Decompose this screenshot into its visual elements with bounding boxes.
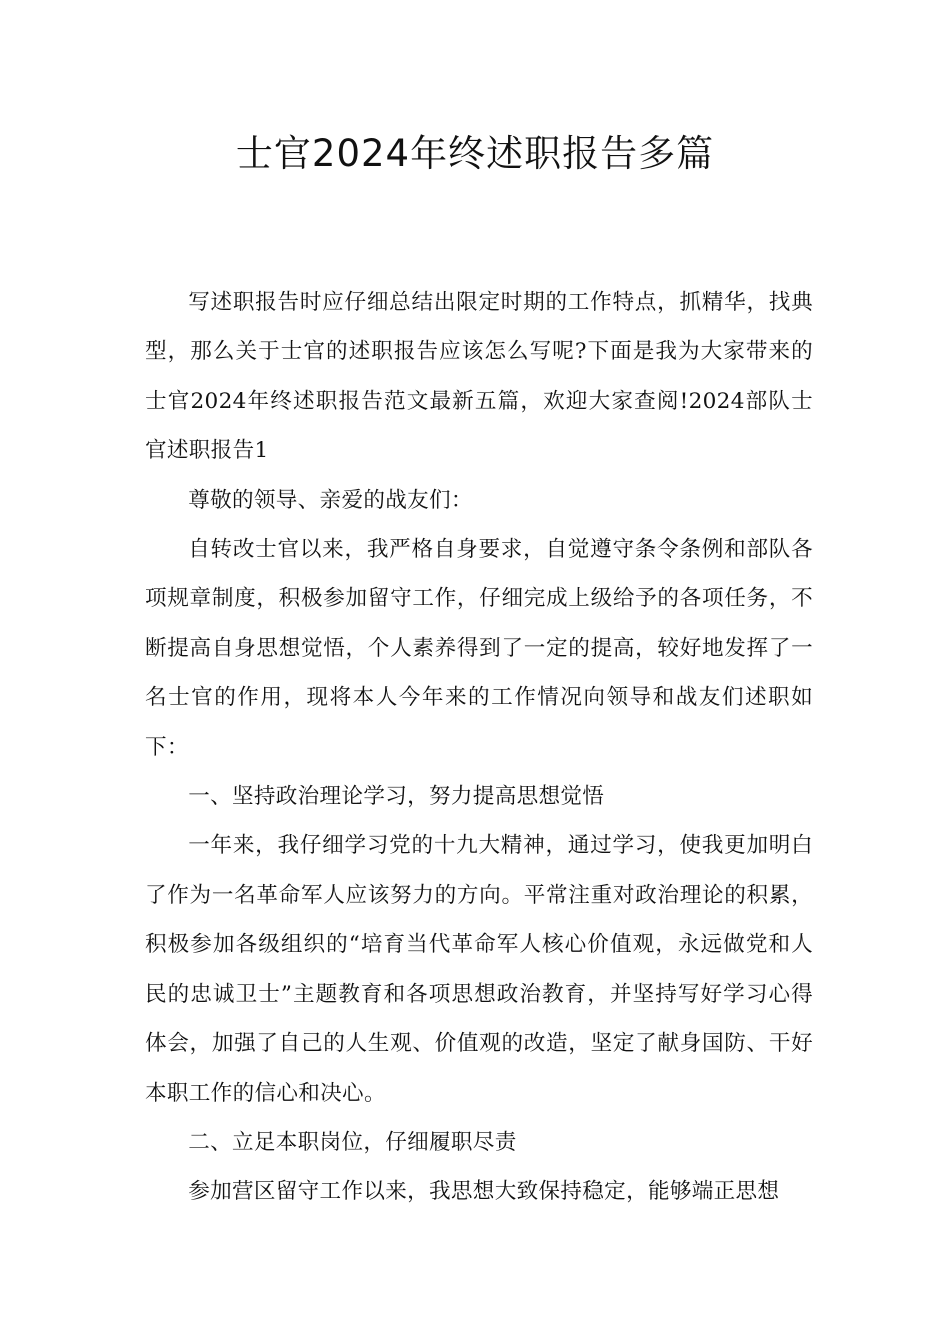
document-body [145, 278, 813, 1217]
paragraph-intro: 写述职报告时应仔细总结出限定时期的工作特点，抓精华，找典型，那么关于士官的述职报告应该怎么写呢?下面是我为大家带来的士官2024年终述职报告范文最新五篇，欢迎大家查阅!2024部队士官述职报告1 [145, 290, 813, 464]
section-heading-1: 一、坚持政治理论学习，努力提高思想觉悟 [188, 784, 605, 810]
document-title: 士官2024年终述职报告多篇 [235, 132, 715, 175]
section-heading-2: 二、立足本职岗位，仔细履职尽责 [188, 1129, 517, 1155]
paragraph-summary: 自转改士官以来，我严格自身要求，自觉遵守条令条例和部队各项规章制度，积极参加留守工作，仔细完成上级给予的各项任务，不断提高自身思想觉悟，个人素养得到了一定的提高，较好地发挥了一名士官的作用，现将本人今年来的工作情况向领导和战友们述职如下： [145, 537, 813, 760]
paragraph-salutation: 尊敬的领导、亲爱的战友们： [188, 487, 473, 513]
paragraph-section-1: 一年来，我仔细学习党的十九大精神，通过学习，使我更加明白了作为一名革命军人应该努力的方向。平常注重对政治理论的积累，积极参加各级组织的“培育当代革命军人核心价值观，永远做党和人民的忠诚卫士”主题教育和各项思想政治教育，并坚持写好学习心得体会，加强了自己的人生观、价值观的改造，坚定了献身国防、干好本职工作的信心和决心。 [145, 833, 813, 1106]
paragraph-section-2: 参加营区留守工作以来，我思想大致保持稳定，能够端正思想 [188, 1179, 780, 1205]
